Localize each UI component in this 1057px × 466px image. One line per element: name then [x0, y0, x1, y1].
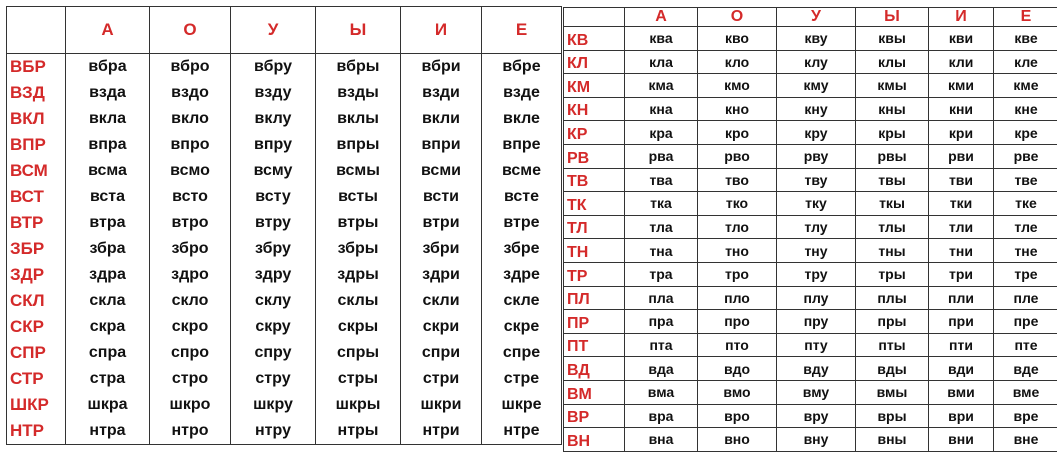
- syllable-cell: спро: [150, 340, 231, 366]
- syllable-cell: скро: [150, 314, 231, 340]
- syllable-cell: вздe: [482, 80, 562, 106]
- syllable-cell: здры: [316, 262, 401, 288]
- syllable-cell: про: [698, 310, 777, 334]
- syllable-cell: вре: [994, 404, 1057, 428]
- syllable-cell: шкри: [401, 392, 482, 418]
- table-row: [7, 236, 562, 262]
- syllable-cell: збро: [150, 236, 231, 262]
- table-row: [564, 310, 1057, 334]
- syllable-cell: кни: [929, 97, 994, 121]
- syllable-cell: шкро: [150, 392, 231, 418]
- table-row: [564, 97, 1057, 121]
- consonant-cluster-label: ВСТ: [7, 184, 66, 210]
- syllable-cell: вру: [777, 404, 856, 428]
- syllable-cell: пле: [994, 286, 1057, 310]
- syllable-cell: всто: [150, 184, 231, 210]
- syllable-cell: нтра: [66, 418, 150, 445]
- syllable-cell: тлы: [856, 215, 929, 239]
- table-row: [564, 27, 1057, 51]
- syllable-cell: всме: [482, 158, 562, 184]
- syllable-cell: збре: [482, 236, 562, 262]
- syllable-cell: шкру: [231, 392, 316, 418]
- consonant-cluster-label: ТЛ: [564, 215, 625, 239]
- consonant-cluster-label: ВПР: [7, 132, 66, 158]
- table-row: [564, 380, 1057, 404]
- syllable-cell: вбру: [231, 54, 316, 81]
- syllable-cell: втры: [316, 210, 401, 236]
- syllable-cell: скры: [316, 314, 401, 340]
- syllable-cell: квы: [856, 27, 929, 51]
- syllable-cell: кре: [994, 121, 1057, 145]
- syllable-cell: нтры: [316, 418, 401, 445]
- syllable-cell: тку: [777, 192, 856, 216]
- syllable-cell: кле: [994, 50, 1057, 74]
- syllable-cell: пру: [777, 310, 856, 334]
- syllable-cell: всты: [316, 184, 401, 210]
- table-row: [564, 239, 1057, 263]
- table-row: [564, 121, 1057, 145]
- syllable-cell: стра: [66, 366, 150, 392]
- table-row: [7, 132, 562, 158]
- syllable-cell: взди: [401, 80, 482, 106]
- syllable-cell: шкра: [66, 392, 150, 418]
- table-row: [7, 288, 562, 314]
- syllable-cell: тле: [994, 215, 1057, 239]
- syllable-cell: всти: [401, 184, 482, 210]
- syllable-cell: вды: [856, 357, 929, 381]
- syllable-cell: кри: [929, 121, 994, 145]
- syllable-cell: вклы: [316, 106, 401, 132]
- syllable-cell: вры: [856, 404, 929, 428]
- syllable-cell: збри: [401, 236, 482, 262]
- syllable-cell: вду: [777, 357, 856, 381]
- table-row: [7, 314, 562, 340]
- syllable-cell: впру: [231, 132, 316, 158]
- consonant-cluster-label: ВСМ: [7, 158, 66, 184]
- syllable-cell: вне: [994, 428, 1057, 452]
- syllable-cell: стру: [231, 366, 316, 392]
- syllable-cell: вкли: [401, 106, 482, 132]
- syllable-cell: кли: [929, 50, 994, 74]
- vowel-header: И: [929, 8, 994, 27]
- syllable-cell: спра: [66, 340, 150, 366]
- syllable-cell: тну: [777, 239, 856, 263]
- syllable-cell: кмо: [698, 74, 777, 98]
- table-row: [7, 418, 562, 445]
- syllable-cell: спре: [482, 340, 562, 366]
- syllable-cell: тна: [625, 239, 698, 263]
- syllable-cell: тке: [994, 192, 1057, 216]
- syllable-cell: скли: [401, 288, 482, 314]
- table-row: [564, 428, 1057, 452]
- consonant-cluster-label: ТН: [564, 239, 625, 263]
- syllable-cell: втро: [150, 210, 231, 236]
- syllable-cell: рва: [625, 144, 698, 168]
- corner-cell: [564, 8, 625, 27]
- syllable-cell: вклу: [231, 106, 316, 132]
- syllable-cell: вздо: [150, 80, 231, 106]
- syllable-cell: вде: [994, 357, 1057, 381]
- syllable-cell: тли: [929, 215, 994, 239]
- syllable-cell: вми: [929, 380, 994, 404]
- syllable-cell: вкле: [482, 106, 562, 132]
- consonant-cluster-label: ВМ: [564, 380, 625, 404]
- syllable-cell: рву: [777, 144, 856, 168]
- vowel-header: У: [777, 8, 856, 27]
- syllable-cell: здру: [231, 262, 316, 288]
- syllable-cell: всте: [482, 184, 562, 210]
- syllable-cell: скре: [482, 314, 562, 340]
- consonant-cluster-label: ВН: [564, 428, 625, 452]
- syllable-cell: всмы: [316, 158, 401, 184]
- syllable-cell: шкре: [482, 392, 562, 418]
- syllable-cell: взду: [231, 80, 316, 106]
- syllable-cell: втру: [231, 210, 316, 236]
- header-row: [7, 7, 562, 54]
- vowel-header: И: [401, 7, 482, 54]
- table-row: [7, 184, 562, 210]
- syllable-cell: скри: [401, 314, 482, 340]
- syllable-cell: вда: [625, 357, 698, 381]
- syllable-cell: плы: [856, 286, 929, 310]
- syllable-cell: стре: [482, 366, 562, 392]
- table-row: [564, 215, 1057, 239]
- syllable-cell: тво: [698, 168, 777, 192]
- syllable-cell: втра: [66, 210, 150, 236]
- syllable-cell: тви: [929, 168, 994, 192]
- consonant-cluster-label: СТР: [7, 366, 66, 392]
- table-row: [7, 80, 562, 106]
- syllable-cell: скло: [150, 288, 231, 314]
- syllable-cell: тра: [625, 262, 698, 286]
- syllable-cell: рве: [994, 144, 1057, 168]
- syllable-cell: рвы: [856, 144, 929, 168]
- syllable-cell: впре: [482, 132, 562, 158]
- table-row: [7, 54, 562, 81]
- syllable-cell: кна: [625, 97, 698, 121]
- syllable-cell: пто: [698, 333, 777, 357]
- syllable-cell: пре: [994, 310, 1057, 334]
- syllable-cell: стро: [150, 366, 231, 392]
- vowel-header: О: [150, 7, 231, 54]
- syllable-cell: пты: [856, 333, 929, 357]
- table-row: [564, 262, 1057, 286]
- syllable-cell: тко: [698, 192, 777, 216]
- syllable-cell: вме: [994, 380, 1057, 404]
- consonant-cluster-label: ВБР: [7, 54, 66, 81]
- syllable-cell: пта: [625, 333, 698, 357]
- syllable-cell: кла: [625, 50, 698, 74]
- table-row: [564, 333, 1057, 357]
- syllable-cell: скле: [482, 288, 562, 314]
- syllable-cell: всму: [231, 158, 316, 184]
- syllable-cell: плу: [777, 286, 856, 310]
- consonant-cluster-label: ВД: [564, 357, 625, 381]
- syllable-cell: тло: [698, 215, 777, 239]
- syllable-cell: вны: [856, 428, 929, 452]
- table-row: [7, 262, 562, 288]
- syllable-cell: всту: [231, 184, 316, 210]
- right-syllable-table: [563, 7, 1057, 452]
- consonant-cluster-label: СКР: [7, 314, 66, 340]
- syllable-cell: тни: [929, 239, 994, 263]
- syllable-cell: вбре: [482, 54, 562, 81]
- syllable-cell: кма: [625, 74, 698, 98]
- syllable-cell: пры: [856, 310, 929, 334]
- consonant-cluster-label: ТР: [564, 262, 625, 286]
- vowel-header: Ы: [856, 8, 929, 27]
- syllable-cell: вбра: [66, 54, 150, 81]
- syllable-cell: вна: [625, 428, 698, 452]
- syllable-cell: кмы: [856, 74, 929, 98]
- syllable-cell: скра: [66, 314, 150, 340]
- syllable-cell: скру: [231, 314, 316, 340]
- syllable-cell: твы: [856, 168, 929, 192]
- syllable-cell: кме: [994, 74, 1057, 98]
- consonant-cluster-label: ТВ: [564, 168, 625, 192]
- syllable-cell: впри: [401, 132, 482, 158]
- syllable-cell: тро: [698, 262, 777, 286]
- syllable-cell: тва: [625, 168, 698, 192]
- syllable-cell: взды: [316, 80, 401, 106]
- syllable-cell: нтру: [231, 418, 316, 445]
- syllable-cell: вмы: [856, 380, 929, 404]
- table-row: [7, 106, 562, 132]
- consonant-cluster-label: ЗДР: [7, 262, 66, 288]
- syllable-cell: кно: [698, 97, 777, 121]
- syllable-cell: пте: [994, 333, 1057, 357]
- syllable-cell: вну: [777, 428, 856, 452]
- syllable-cell: тны: [856, 239, 929, 263]
- syllable-cell: нтре: [482, 418, 562, 445]
- syllable-cell: ври: [929, 404, 994, 428]
- syllable-cell: нтро: [150, 418, 231, 445]
- syllable-cell: здре: [482, 262, 562, 288]
- syllable-cell: втри: [401, 210, 482, 236]
- syllable-cell: вбры: [316, 54, 401, 81]
- syllable-cell: впра: [66, 132, 150, 158]
- syllable-cell: взда: [66, 80, 150, 106]
- syllable-cell: три: [929, 262, 994, 286]
- table-row: [564, 357, 1057, 381]
- vowel-header: О: [698, 8, 777, 27]
- syllable-cell: шкры: [316, 392, 401, 418]
- syllable-cell: здри: [401, 262, 482, 288]
- syllable-cell: пра: [625, 310, 698, 334]
- syllable-cell: вди: [929, 357, 994, 381]
- syllable-cell: стри: [401, 366, 482, 392]
- syllable-cell: вбро: [150, 54, 231, 81]
- syllable-cell: тла: [625, 215, 698, 239]
- syllable-cell: вста: [66, 184, 150, 210]
- consonant-cluster-label: ТК: [564, 192, 625, 216]
- table-row: [7, 210, 562, 236]
- consonant-cluster-label: КВ: [564, 27, 625, 51]
- corner-cell: [7, 7, 66, 54]
- consonant-cluster-label: КН: [564, 97, 625, 121]
- consonant-cluster-label: РВ: [564, 144, 625, 168]
- syllable-cell: вра: [625, 404, 698, 428]
- syllable-cell: кму: [777, 74, 856, 98]
- syllable-cell: вро: [698, 404, 777, 428]
- syllable-cell: клу: [777, 50, 856, 74]
- consonant-cluster-label: СКЛ: [7, 288, 66, 314]
- syllable-cell: пту: [777, 333, 856, 357]
- syllable-cell: кву: [777, 27, 856, 51]
- syllable-cell: всмо: [150, 158, 231, 184]
- syllable-cell: кро: [698, 121, 777, 145]
- syllable-cell: тно: [698, 239, 777, 263]
- syllable-cell: кру: [777, 121, 856, 145]
- syllable-cell: кми: [929, 74, 994, 98]
- syllable-cell: кви: [929, 27, 994, 51]
- consonant-cluster-label: КЛ: [564, 50, 625, 74]
- table-row: [7, 392, 562, 418]
- syllable-cell: пло: [698, 286, 777, 310]
- syllable-cell: тка: [625, 192, 698, 216]
- syllable-cell: здро: [150, 262, 231, 288]
- consonant-cluster-label: ВР: [564, 404, 625, 428]
- syllable-cell: вмо: [698, 380, 777, 404]
- table-row: [7, 158, 562, 184]
- syllable-cell: спры: [316, 340, 401, 366]
- consonant-cluster-label: НТР: [7, 418, 66, 445]
- table-row: [564, 286, 1057, 310]
- syllable-cell: кво: [698, 27, 777, 51]
- syllable-cell: ткы: [856, 192, 929, 216]
- syllable-cell: тву: [777, 168, 856, 192]
- syllable-cell: тне: [994, 239, 1057, 263]
- consonant-cluster-label: ПЛ: [564, 286, 625, 310]
- syllable-cell: вкло: [150, 106, 231, 132]
- vowel-header: Ы: [316, 7, 401, 54]
- syllable-cell: тры: [856, 262, 929, 286]
- syllable-cell: пли: [929, 286, 994, 310]
- syllable-cell: вдо: [698, 357, 777, 381]
- syllable-cell: нтри: [401, 418, 482, 445]
- syllable-cell: склы: [316, 288, 401, 314]
- syllable-cell: вму: [777, 380, 856, 404]
- syllable-cell: кне: [994, 97, 1057, 121]
- syllable-cell: склу: [231, 288, 316, 314]
- syllable-cell: кну: [777, 97, 856, 121]
- syllable-cell: всма: [66, 158, 150, 184]
- syllable-cell: всми: [401, 158, 482, 184]
- consonant-cluster-label: ПТ: [564, 333, 625, 357]
- consonant-cluster-label: ВТР: [7, 210, 66, 236]
- syllable-cell: клы: [856, 50, 929, 74]
- syllable-cell: кны: [856, 97, 929, 121]
- syllable-cell: вкла: [66, 106, 150, 132]
- consonant-cluster-label: ШКР: [7, 392, 66, 418]
- syllable-cell: збры: [316, 236, 401, 262]
- table-row: [7, 366, 562, 392]
- consonant-cluster-label: ЗБР: [7, 236, 66, 262]
- syllable-cell: кве: [994, 27, 1057, 51]
- table-row: [7, 340, 562, 366]
- vowel-header: Е: [482, 7, 562, 54]
- syllable-cell: впры: [316, 132, 401, 158]
- consonant-cluster-label: КР: [564, 121, 625, 145]
- table-row: [564, 50, 1057, 74]
- syllable-cell: збру: [231, 236, 316, 262]
- syllable-cell: ква: [625, 27, 698, 51]
- syllable-cell: вно: [698, 428, 777, 452]
- syllable-cell: збра: [66, 236, 150, 262]
- vowel-header: У: [231, 7, 316, 54]
- syllable-cell: рви: [929, 144, 994, 168]
- consonant-cluster-label: ВЗД: [7, 80, 66, 106]
- vowel-header: Е: [994, 8, 1057, 27]
- table-row: [564, 404, 1057, 428]
- syllable-cell: тру: [777, 262, 856, 286]
- table-row: [564, 192, 1057, 216]
- syllable-cell: вма: [625, 380, 698, 404]
- table-row: [564, 74, 1057, 98]
- syllable-cell: при: [929, 310, 994, 334]
- table-row: [564, 144, 1057, 168]
- consonant-cluster-label: СПР: [7, 340, 66, 366]
- syllable-cell: кры: [856, 121, 929, 145]
- consonant-cluster-label: ВКЛ: [7, 106, 66, 132]
- syllable-cell: вбри: [401, 54, 482, 81]
- syllable-cell: кло: [698, 50, 777, 74]
- syllable-cell: скла: [66, 288, 150, 314]
- syllable-cell: впро: [150, 132, 231, 158]
- syllable-cell: тре: [994, 262, 1057, 286]
- syllable-cell: здра: [66, 262, 150, 288]
- syllable-cell: спру: [231, 340, 316, 366]
- syllable-cell: кра: [625, 121, 698, 145]
- syllable-cell: пла: [625, 286, 698, 310]
- table-row: [564, 168, 1057, 192]
- syllable-cell: пти: [929, 333, 994, 357]
- syllable-cell: втре: [482, 210, 562, 236]
- vowel-header: А: [66, 7, 150, 54]
- syllable-cell: рво: [698, 144, 777, 168]
- consonant-cluster-label: КМ: [564, 74, 625, 98]
- consonant-cluster-label: ПР: [564, 310, 625, 334]
- syllable-cell: вни: [929, 428, 994, 452]
- syllable-cell: тлу: [777, 215, 856, 239]
- syllable-cell: тве: [994, 168, 1057, 192]
- syllable-cell: стры: [316, 366, 401, 392]
- syllable-cell: спри: [401, 340, 482, 366]
- vowel-header: А: [625, 8, 698, 27]
- syllable-cell: тки: [929, 192, 994, 216]
- header-row: [564, 8, 1057, 27]
- left-syllable-table: [6, 6, 562, 445]
